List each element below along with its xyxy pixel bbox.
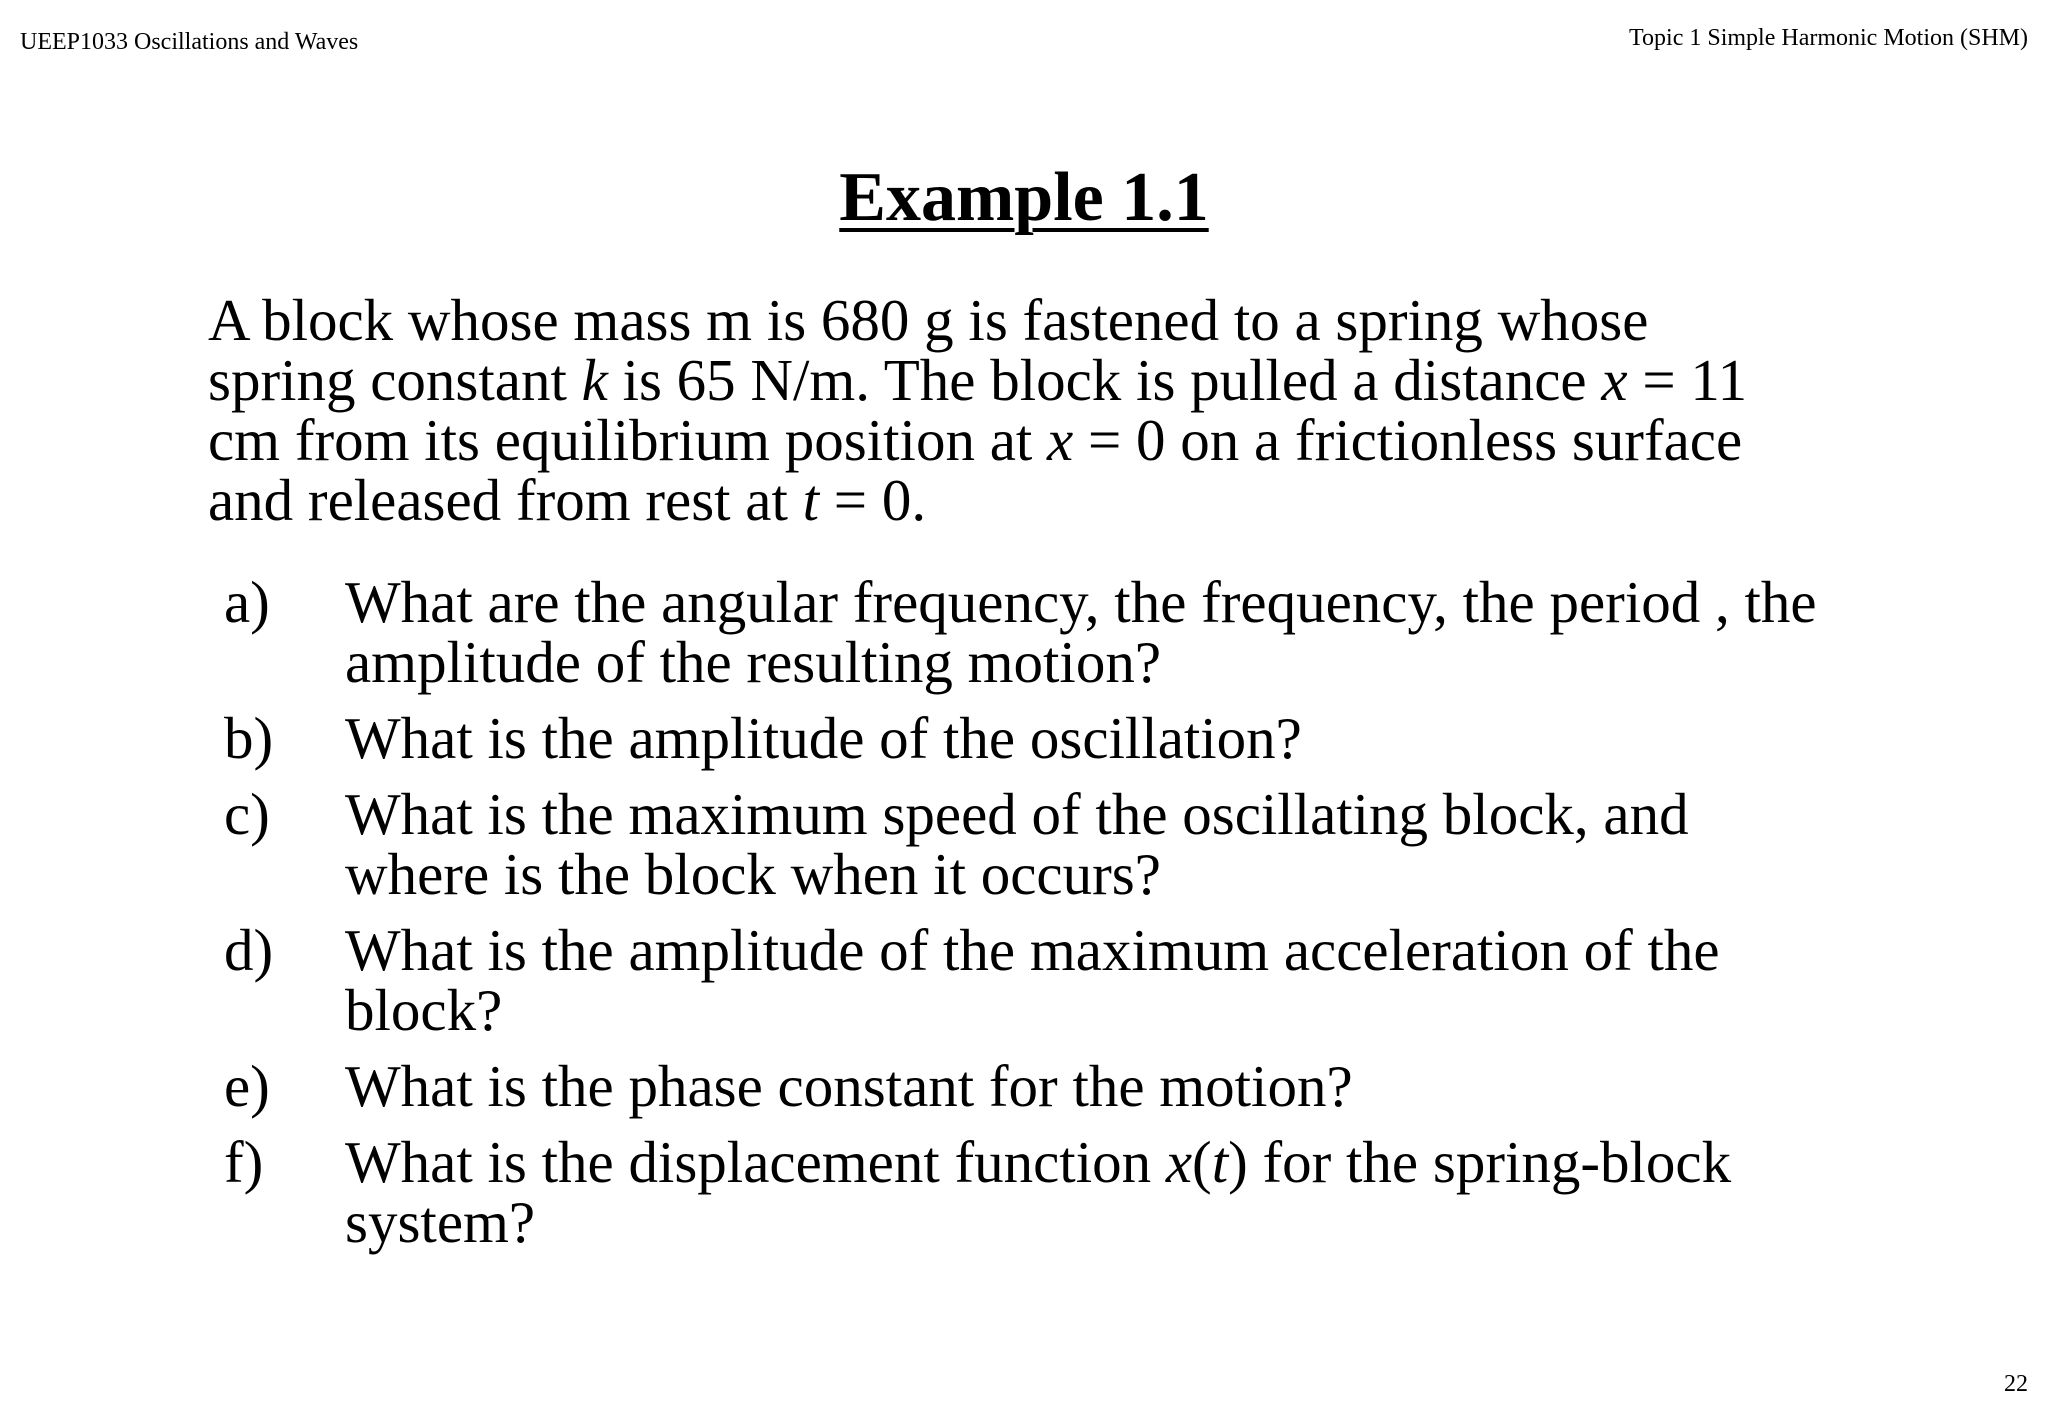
intro-line-4 bbox=[208, 467, 1928, 533]
math-variable-x: x bbox=[1165, 1129, 1193, 1195]
question-letter: f) bbox=[224, 1129, 264, 1195]
question-text: ( bbox=[1192, 1129, 1212, 1195]
question-text: What is the displacement function bbox=[345, 1129, 1166, 1195]
question-text: ) for the spring-block bbox=[1228, 1129, 1732, 1195]
intro-text: = 0 on a frictionless surface bbox=[1073, 407, 1743, 473]
intro-text: = 0. bbox=[819, 467, 927, 533]
question-text: where is the block when it occurs? bbox=[345, 841, 1161, 907]
question-text: What is the maximum speed of the oscillating block, and bbox=[345, 781, 1689, 847]
question-c bbox=[208, 781, 1968, 907]
math-variable-t: t bbox=[1211, 1129, 1229, 1195]
intro-line-2 bbox=[208, 347, 1928, 413]
question-text: What is the amplitude of the oscillation? bbox=[345, 705, 1302, 771]
course-title: UEEP1033 Oscillations and Waves bbox=[20, 29, 359, 55]
question-a bbox=[208, 569, 1968, 695]
question-b bbox=[208, 705, 1968, 771]
topic-title: Topic 1 Simple Harmonic Motion (SHM) bbox=[1629, 25, 2028, 51]
question-letter: d) bbox=[224, 917, 274, 983]
math-variable-x: x bbox=[1047, 407, 1074, 473]
question-e bbox=[208, 1053, 1968, 1119]
intro-text: and released from rest at bbox=[208, 467, 803, 533]
question-letter: a) bbox=[224, 569, 270, 635]
math-variable-x: x bbox=[1601, 347, 1628, 413]
question-list bbox=[208, 569, 1968, 1255]
page-title: Example 1.1 bbox=[839, 159, 1209, 236]
question-text: block? bbox=[345, 977, 503, 1043]
intro-text: A block whose mass m is 680 g is fastened to a spring whose bbox=[208, 287, 1649, 353]
question-letter: b) bbox=[224, 705, 274, 771]
page-number: 22 bbox=[2004, 1371, 2028, 1397]
intro-text: cm from its equilibrium position at bbox=[208, 407, 1048, 473]
question-f bbox=[208, 1129, 1968, 1255]
question-text: amplitude of the resulting motion? bbox=[345, 629, 1162, 695]
question-d bbox=[208, 917, 1968, 1043]
question-letter: e) bbox=[224, 1053, 270, 1119]
question-text: system? bbox=[345, 1189, 536, 1255]
math-variable-k: k bbox=[581, 347, 608, 413]
question-text-line bbox=[345, 1129, 1968, 1195]
intro-line-1 bbox=[208, 287, 1928, 353]
question-text: What is the phase constant for the motion? bbox=[345, 1053, 1353, 1119]
math-variable-t: t bbox=[802, 467, 820, 533]
intro-text: = 11 bbox=[1627, 347, 1748, 413]
question-letter: c) bbox=[224, 781, 270, 847]
intro-text: is 65 N/m. The block is pulled a distance bbox=[607, 347, 1602, 413]
problem-statement bbox=[208, 287, 1928, 533]
question-text: What are the angular frequency, the frequency, the period , the bbox=[345, 569, 1817, 635]
question-text: What is the amplitude of the maximum acceleration of the bbox=[345, 917, 1720, 983]
intro-line-3 bbox=[208, 407, 1928, 473]
intro-text: spring constant bbox=[208, 347, 582, 413]
